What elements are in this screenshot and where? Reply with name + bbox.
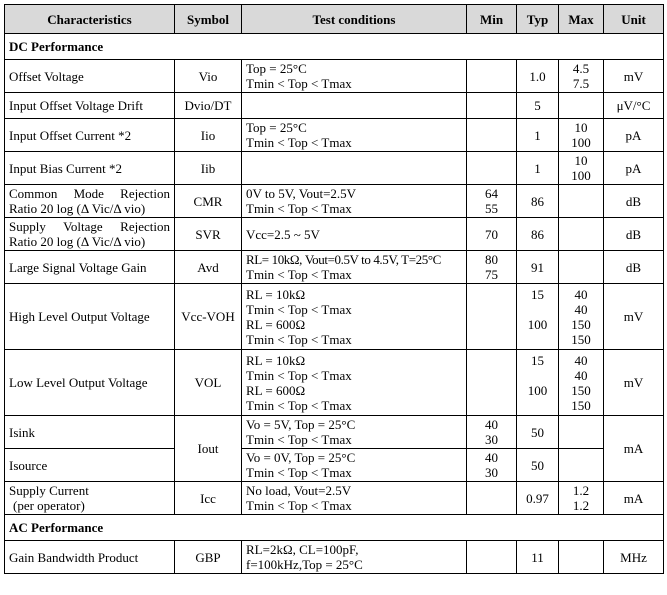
- section-row-ac: [5, 515, 664, 541]
- max-cell: [559, 60, 604, 93]
- conditions-cell: [242, 185, 467, 218]
- max-value: 150: [571, 316, 591, 332]
- characteristic-name: Isink: [5, 416, 175, 449]
- header-symbol: Symbol: [175, 5, 242, 34]
- max-value: 40: [574, 352, 588, 368]
- max-value: 40: [574, 301, 588, 317]
- condition-line: Tmin < Top < Tmax: [246, 135, 352, 150]
- condition-line: RL = 10kΩ: [246, 352, 306, 368]
- condition-line: RL=2kΩ, CL=100pF,: [246, 542, 359, 557]
- conditions-cell: Vcc=2.5 ~ 5V: [242, 218, 467, 251]
- conditions-cell: [242, 152, 467, 185]
- conditions-cell: [242, 284, 467, 350]
- unit-cell: MHz: [604, 541, 664, 574]
- min-cell: 70: [467, 218, 517, 251]
- max-value: 10: [574, 153, 588, 168]
- unit-cell: pA: [604, 119, 664, 152]
- unit-cell: mV: [604, 284, 664, 350]
- conditions-cell: [242, 482, 467, 515]
- typ-cell: [517, 284, 559, 350]
- header-test-conditions: Test conditions: [242, 5, 467, 34]
- condition-line: RL = 10kΩ: [246, 286, 306, 302]
- unit-cell: pA: [604, 152, 664, 185]
- min-cell: [467, 185, 517, 218]
- typ-cell: 5: [517, 93, 559, 119]
- symbol-cell: Vio: [175, 60, 242, 93]
- condition-line: Top = 25°C: [246, 120, 307, 135]
- symbol-cell: Iio: [175, 119, 242, 152]
- min-cell: [467, 541, 517, 574]
- min-value: 64: [485, 186, 498, 201]
- min-cell: [467, 416, 517, 449]
- table-row: [5, 416, 664, 449]
- typ-cell: 86: [517, 185, 559, 218]
- min-cell: [467, 119, 517, 152]
- characteristic-name: Input Offset Voltage Drift: [5, 93, 175, 119]
- max-cell: [559, 93, 604, 119]
- symbol-cell: Dvio/DT: [175, 93, 242, 119]
- characteristic-name: Isource: [5, 449, 175, 482]
- max-value: 40: [574, 286, 588, 302]
- name-line: Ratio 20 log (Δ Vic/Δ vio): [9, 201, 146, 216]
- table-row: [5, 185, 664, 218]
- max-value: 40: [574, 367, 588, 383]
- header-max: Max: [559, 5, 604, 34]
- unit-cell: mV: [604, 350, 664, 416]
- condition-line: No load, Vout=2.5V: [246, 483, 352, 498]
- min-value: 80: [485, 252, 498, 267]
- typ-value: 100: [527, 316, 548, 332]
- condition-line: RL = 600Ω: [246, 316, 306, 332]
- min-value: 30: [485, 432, 498, 447]
- symbol-cell: Iout: [175, 416, 242, 482]
- table-row: [5, 152, 664, 185]
- min-cell: [467, 93, 517, 119]
- table-row: [5, 93, 664, 119]
- unit-cell: dB: [604, 185, 664, 218]
- characteristic-name: High Level Output Voltage: [5, 284, 175, 350]
- name-line: Supply Current: [9, 483, 89, 498]
- min-value: 30: [485, 465, 498, 480]
- symbol-cell: Vcc-VOH: [175, 284, 242, 350]
- max-value: 1.2: [572, 483, 590, 498]
- characteristic-name: Gain Bandwidth Product: [5, 541, 175, 574]
- typ-value: [521, 302, 554, 317]
- typ-cell: 1.0: [517, 60, 559, 93]
- condition-line: Tmin < Top < Tmax: [246, 301, 352, 317]
- name-line: (per operator): [13, 498, 85, 513]
- condition-line: RL= 10kΩ, Vout=0.5V to 4.5V, T=25°C: [246, 252, 441, 267]
- condition-line: Tmin < Top < Tmax: [246, 201, 352, 216]
- name-line: Supply Voltage Rejection: [9, 219, 170, 234]
- min-cell: [467, 449, 517, 482]
- max-cell: [559, 251, 604, 284]
- max-cell: [559, 284, 604, 350]
- min-cell: [467, 482, 517, 515]
- table-row: [5, 119, 664, 152]
- typ-cell: 50: [517, 449, 559, 482]
- characteristic-name: Large Signal Voltage Gain: [5, 251, 175, 284]
- symbol-cell: Icc: [175, 482, 242, 515]
- typ-cell: 86: [517, 218, 559, 251]
- table-row: [5, 541, 664, 574]
- conditions-cell: [242, 541, 467, 574]
- typ-cell: 91: [517, 251, 559, 284]
- typ-cell: 11: [517, 541, 559, 574]
- max-value: 150: [571, 397, 591, 413]
- symbol-cell: GBP: [175, 541, 242, 574]
- unit-cell: dB: [604, 218, 664, 251]
- min-cell: [467, 152, 517, 185]
- max-value: 150: [571, 382, 591, 398]
- typ-value: [521, 332, 554, 347]
- characteristic-name: [5, 482, 175, 515]
- condition-line: Top = 25°C: [246, 61, 307, 76]
- condition-line: Tmin < Top < Tmax: [246, 267, 352, 282]
- min-value: 75: [485, 267, 498, 282]
- max-cell: [559, 185, 604, 218]
- table-row: [5, 284, 664, 350]
- conditions-cell: [242, 93, 467, 119]
- max-value: 100: [571, 135, 591, 150]
- table-row: [5, 251, 664, 284]
- name-line: Common Mode Rejection: [9, 186, 170, 201]
- min-value: 55: [485, 201, 498, 216]
- section-title-dc: DC Performance: [5, 34, 664, 60]
- header-characteristics: Characteristics: [5, 5, 175, 34]
- typ-value: 100: [527, 382, 548, 398]
- symbol-cell: Iib: [175, 152, 242, 185]
- table-row: [5, 218, 664, 251]
- condition-line: Vo = 5V, Top = 25°C: [246, 417, 356, 432]
- table-row: [5, 482, 664, 515]
- table-row: [5, 449, 664, 482]
- section-row-dc: [5, 34, 664, 60]
- typ-cell: 1: [517, 119, 559, 152]
- condition-line: Tmin < Top < Tmax: [246, 367, 352, 383]
- characteristic-name: Input Offset Current *2: [5, 119, 175, 152]
- max-cell: [559, 350, 604, 416]
- header-typ: Typ: [517, 5, 559, 34]
- characteristic-name: [5, 185, 175, 218]
- condition-line: RL = 600Ω: [246, 382, 306, 398]
- max-value: 4.5: [572, 61, 590, 76]
- conditions-cell: [242, 350, 467, 416]
- typ-cell: 1: [517, 152, 559, 185]
- conditions-cell: [242, 251, 467, 284]
- min-value: 40: [485, 417, 498, 432]
- characteristic-name: Offset Voltage: [5, 60, 175, 93]
- condition-line: Vo = 0V, Top = 25°C: [246, 450, 356, 465]
- max-cell: [559, 541, 604, 574]
- condition-line: 0V to 5V, Vout=2.5V: [246, 186, 357, 201]
- section-title-ac: AC Performance: [5, 515, 664, 541]
- condition-line: Tmin < Top < Tmax: [246, 498, 352, 513]
- symbol-cell: CMR: [175, 185, 242, 218]
- symbol-cell: SVR: [175, 218, 242, 251]
- characteristic-name: Input Bias Current *2: [5, 152, 175, 185]
- typ-cell: 50: [517, 416, 559, 449]
- max-cell: [559, 449, 604, 482]
- unit-cell: mA: [604, 482, 664, 515]
- condition-line: Tmin < Top < Tmax: [246, 432, 352, 447]
- max-cell: [559, 152, 604, 185]
- electrical-characteristics-table: [4, 4, 664, 574]
- max-value: 7.5: [572, 76, 590, 91]
- min-cell: [467, 284, 517, 350]
- table-row: [5, 350, 664, 416]
- min-cell: [467, 60, 517, 93]
- symbol-cell: Avd: [175, 251, 242, 284]
- max-cell: [559, 119, 604, 152]
- min-cell: [467, 350, 517, 416]
- conditions-cell: [242, 119, 467, 152]
- max-value: 1.2: [572, 498, 590, 513]
- typ-value: [521, 368, 554, 383]
- condition-line: Tmin < Top < Tmax: [246, 331, 352, 347]
- typ-cell: 0.97: [517, 482, 559, 515]
- characteristic-name: Low Level Output Voltage: [5, 350, 175, 416]
- max-value: 150: [571, 331, 591, 347]
- max-value: 100: [571, 168, 591, 183]
- condition-line: Tmin < Top < Tmax: [246, 465, 352, 480]
- min-cell: [467, 251, 517, 284]
- condition-line: Tmin < Top < Tmax: [246, 76, 352, 91]
- unit-cell: dB: [604, 251, 664, 284]
- condition-line: Tmin < Top < Tmax: [246, 397, 352, 413]
- unit-cell: mV: [604, 60, 664, 93]
- max-cell: [559, 482, 604, 515]
- typ-cell: [517, 350, 559, 416]
- header-row: [5, 5, 664, 34]
- max-value: 10: [574, 120, 588, 135]
- typ-value: 15: [531, 286, 544, 302]
- name-line: Ratio 20 log (Δ Vic/Δ vio): [9, 234, 146, 249]
- condition-line: f=100kHz,Top = 25°C: [246, 557, 363, 572]
- header-unit: Unit: [604, 5, 664, 34]
- characteristic-name: [5, 218, 175, 251]
- symbol-cell: VOL: [175, 350, 242, 416]
- typ-value: [521, 398, 554, 413]
- header-min: Min: [467, 5, 517, 34]
- typ-value: 15: [531, 352, 544, 368]
- unit-cell: mA: [604, 416, 664, 482]
- conditions-cell: [242, 449, 467, 482]
- table-row: [5, 60, 664, 93]
- conditions-cell: [242, 416, 467, 449]
- min-value: 40: [485, 450, 498, 465]
- conditions-cell: [242, 60, 467, 93]
- unit-cell: μV/°C: [604, 93, 664, 119]
- max-cell: [559, 218, 604, 251]
- max-cell: [559, 416, 604, 449]
